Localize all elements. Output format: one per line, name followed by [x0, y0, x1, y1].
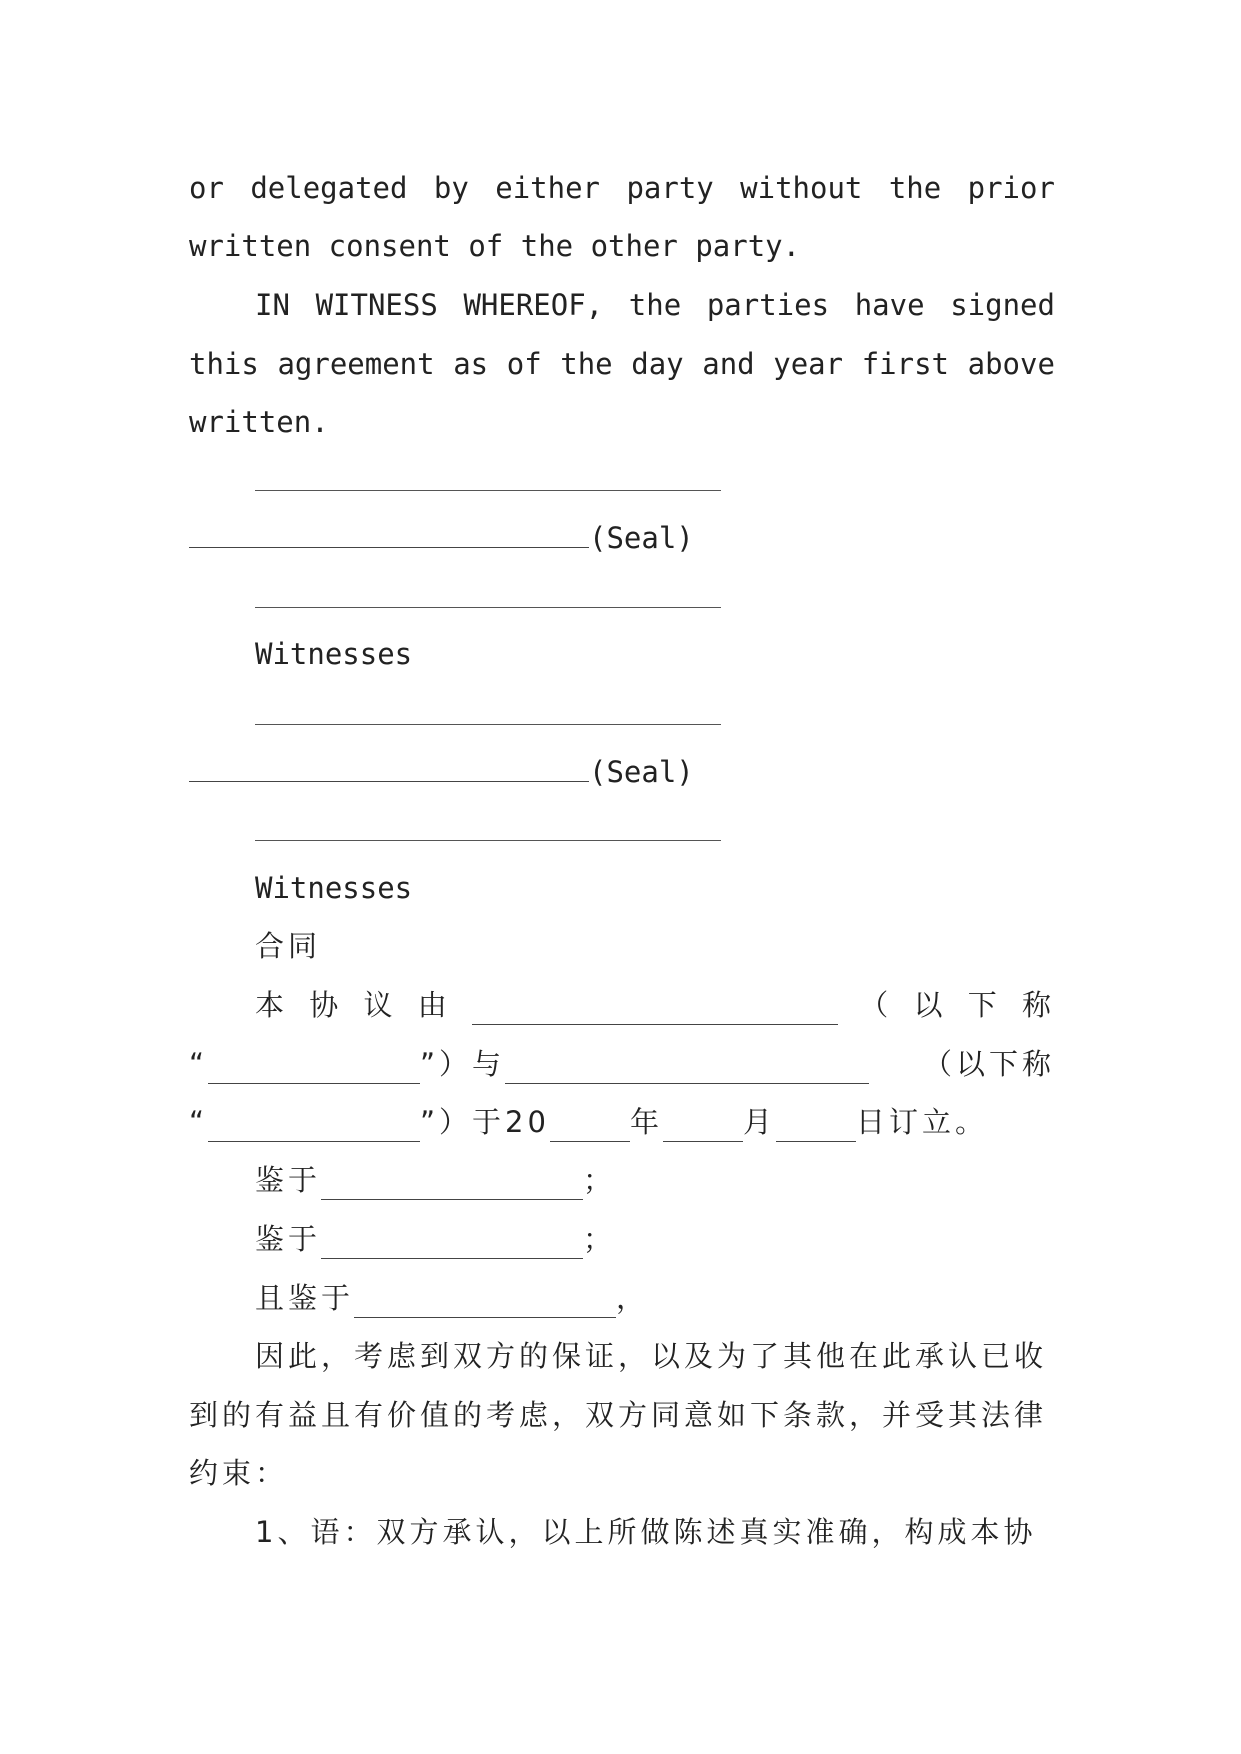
paragraph-line: 到的有益且有价值的考虑，双方同意如下条款，并受其法律 [189, 1398, 1048, 1432]
party-b-short-blank [208, 1115, 420, 1142]
word: and [702, 347, 755, 381]
month-char: 月 [742, 1105, 776, 1139]
paragraph-line: 因此，考虑到双方的保证，以及为了其他在此承认已收 [255, 1339, 1048, 1373]
word: or [189, 171, 224, 205]
semicolon: ； [583, 1222, 617, 1256]
quote-open: “ [189, 1105, 209, 1139]
text-line-5: written. [189, 405, 329, 439]
seal-label: (Seal) [589, 755, 694, 789]
char: 由 [417, 988, 451, 1022]
text-line-4 [189, 344, 1055, 384]
word: either [495, 171, 601, 205]
seal-blank [189, 521, 589, 548]
quote-open: “ [189, 1047, 209, 1081]
whereas-line-1 [255, 1160, 1055, 1200]
word: without [740, 171, 863, 205]
word: year [773, 347, 844, 381]
witnesses-label: Witnesses [255, 871, 413, 905]
word: the [888, 171, 942, 205]
whereas-blank [321, 1232, 583, 1259]
word: have [854, 288, 925, 322]
word: WITNESS [315, 288, 438, 322]
semicolon: ； [583, 1163, 617, 1197]
word: IN [255, 288, 290, 322]
word: day [631, 347, 684, 381]
paragraph-line: 约束： [189, 1456, 289, 1490]
char: （ [859, 988, 893, 1022]
text-line-1 [189, 168, 1055, 208]
char: 本 [255, 988, 289, 1022]
intro-line-1 [255, 985, 1055, 1025]
text-line-2: written consent of the other party. [189, 229, 801, 263]
whereas-label: 鉴于 [255, 1222, 322, 1256]
word: the [560, 347, 613, 381]
word: party [626, 171, 714, 205]
char: 以 [913, 988, 947, 1022]
char: 协 [309, 988, 343, 1022]
signature-line [255, 490, 721, 491]
whereas-blank [321, 1173, 583, 1200]
word: first [861, 347, 950, 381]
intro-line-2 [189, 1044, 1055, 1084]
whereas-line-3 [255, 1278, 1055, 1318]
intro-line-3 [189, 1102, 1055, 1142]
paren-hereinafter: （以下称 [922, 1047, 1055, 1081]
word: prior [967, 171, 1055, 205]
whereas-line-2 [255, 1219, 1055, 1259]
party-a-blank [472, 998, 838, 1025]
word: the [628, 288, 682, 322]
month-blank [663, 1115, 743, 1142]
seal-label: (Seal) [589, 521, 694, 555]
word: of [506, 347, 542, 381]
seal-line [189, 518, 1055, 558]
word: WHEREOF, [463, 288, 604, 322]
word: parties [706, 288, 830, 322]
day-signed: 日订立。 [856, 1105, 989, 1139]
seal-line [189, 752, 1055, 792]
word: signed [950, 288, 1055, 322]
comma: ， [616, 1281, 650, 1315]
word: by [433, 171, 469, 205]
seal-blank [189, 755, 589, 782]
year-char: 年 [629, 1105, 663, 1139]
word: above [967, 347, 1055, 381]
whereas-label: 且鉴于 [255, 1281, 355, 1315]
quote-close: ”）与 [420, 1047, 506, 1081]
char: 议 [363, 988, 397, 1022]
witnesses-label: Witnesses [255, 637, 413, 671]
day-blank [776, 1115, 856, 1142]
whereas-blank [354, 1291, 616, 1318]
signature-line [255, 724, 721, 725]
char: 下 [967, 988, 1001, 1022]
char: 称 [1021, 988, 1055, 1022]
contract-title: 合同 [255, 929, 322, 963]
text-line-3 [255, 285, 1055, 325]
word: this [189, 347, 259, 381]
word: as [453, 347, 489, 381]
witness-signature-line [255, 840, 721, 841]
clause-1: 1、语：双方承认，以上所做陈述真实准确，构成本协 [255, 1515, 1037, 1549]
word: agreement [277, 347, 435, 381]
quote-close: ”）于20 [420, 1105, 550, 1139]
party-a-short-blank [208, 1057, 420, 1084]
party-b-blank [505, 1057, 869, 1084]
year-blank [550, 1115, 630, 1142]
witness-signature-line [255, 607, 721, 608]
word: delegated [250, 171, 408, 205]
whereas-label: 鉴于 [255, 1163, 322, 1197]
